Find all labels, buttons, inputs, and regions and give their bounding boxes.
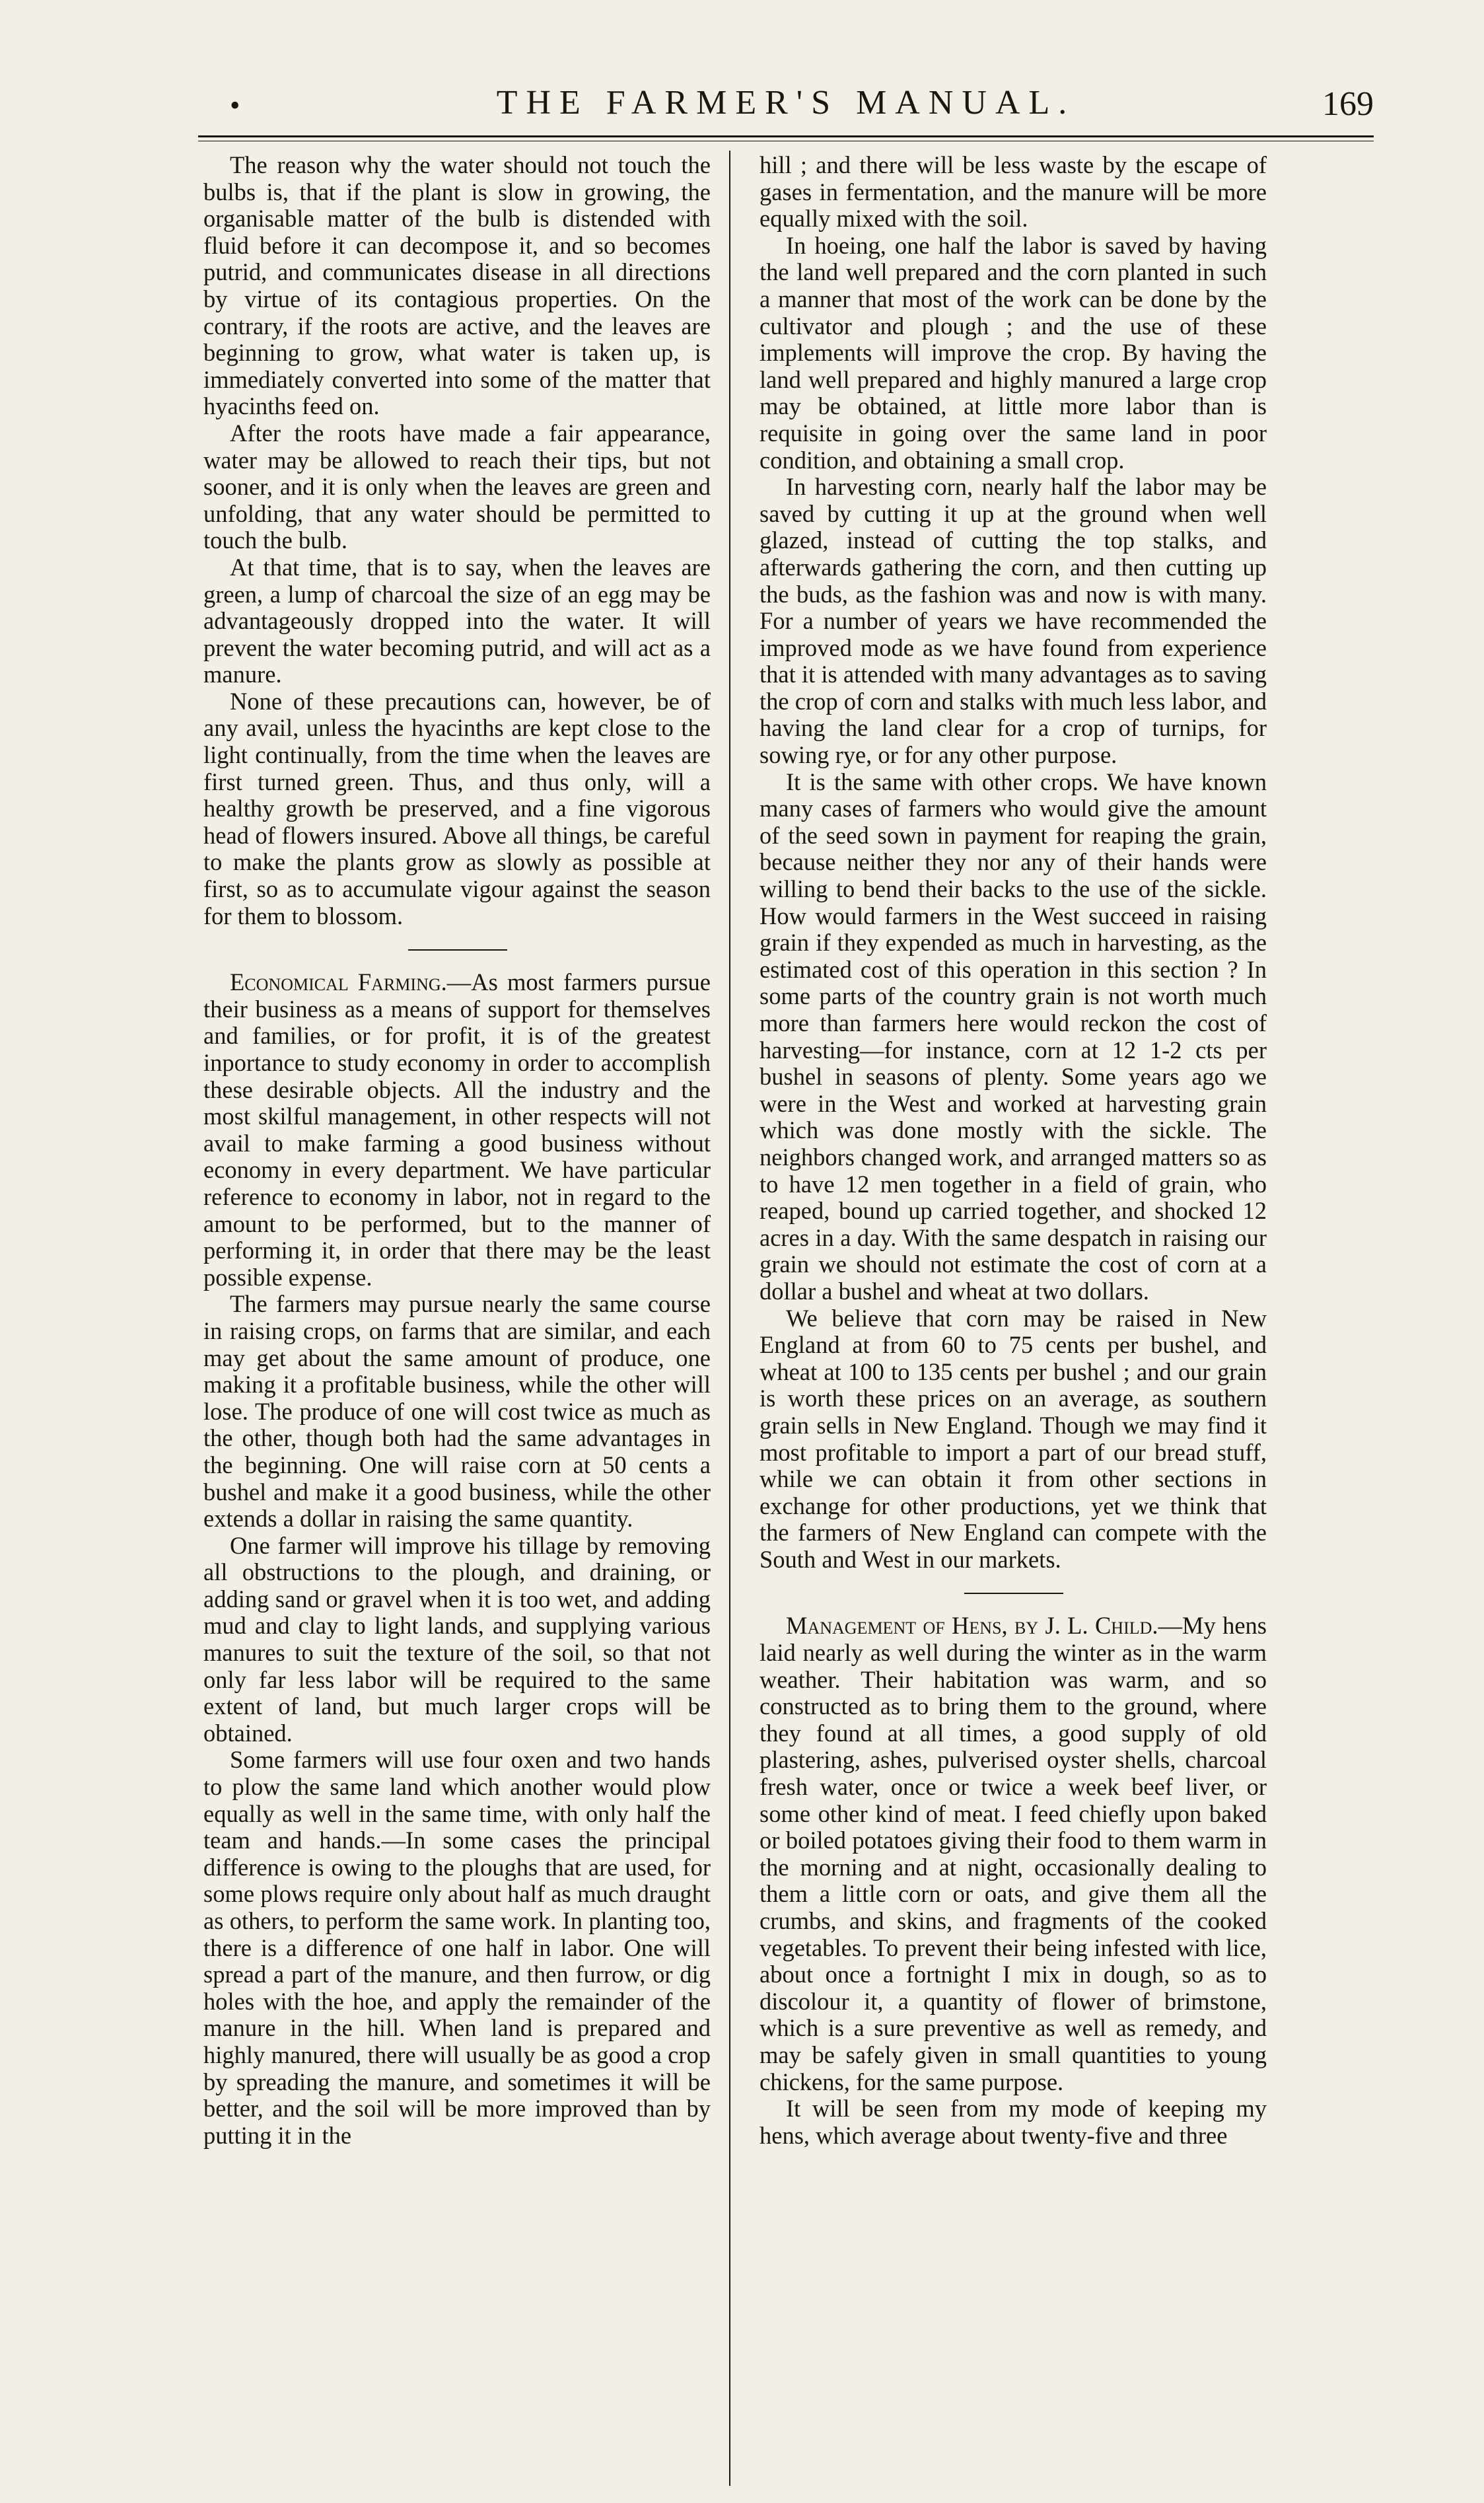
paragraph: In hoeing, one half the labor is saved by having the land well prepared and the corn planted in such a manner that most of the work can be done by the cultivator and plough ; and the use of these implements will improve the crop. By having the land well prepared and highly manured a large crop may be obtained, at little more labor than is requisite in going over the same land in poor condition, and obtaining a small crop. <box>760 231 1267 474</box>
header-bullet: • <box>230 89 240 122</box>
section-paragraph <box>203 969 711 1291</box>
header-rule <box>198 135 1374 137</box>
paragraph: hill ; and there will be less waste by the escape of gases in fermentation, and the manure will be more equally mixed with the soil. <box>760 151 1267 233</box>
paragraph: It will be seen from my mode of keeping my hens, which average about twenty-five and three <box>760 2095 1267 2149</box>
paragraph: None of these precautions can, however, be of any avail, unless the hyacinths are kept close to the light continually, from the time when the leaves are first turned green. Thus, and thus only, will a healthy growth be preserved, and a fine vigorous head of flowers insured. Above all things, be careful to make the plants grow as slowly as possible at first, so as to accumulate vigour against the season for them to blossom. <box>203 687 711 929</box>
column-divider <box>729 151 730 2486</box>
paragraph: One farmer will improve his tillage by removing all obstructions to the plough, and draining, or adding sand or gravel when it is too wet, and adding mud and clay to light lands, and supplying various manures to suit the texture of the soil, so that not only far less labor will be required to the same extent of land, but much larger crops will be obtained. <box>203 1531 711 1747</box>
section-paragraph <box>760 1613 1267 2095</box>
paragraph: It is the same with other crops. We have known many cases of farmers who would give the amount of the seed sown in payment for reaping the grain, because neither they nor any of their hands were willing to bend their backs to the use of the sickle. How would farmers in the West succeed in raising grain if they expended as much in harvesting, as the estimated cost of this operation in this section ? In some parts of the country grain is not worth much more than farmers here would reckon the cost of harvesting—for instance, corn at 12 1-2 cts per bushel in seasons of plenty. Some years ago we were in the West and worked at harvesting grain which was done mostly with the sickle. The neighbors changed work, and arranged matters so as to have 12 men together in a field of grain, who reaped, bound up carried together, and shocked 12 acres in a day. With the same despatch in raising our grain we should not estimate the cost of corn at a dollar a bushel and wheat at two dollars. <box>760 768 1267 1305</box>
paragraph: Some farmers will use four oxen and two hands to plow the same land which another would plow equally as well in the same time, with only half the team and hands.—In some cases the principal difference is owing to the ploughs that are used, for some plows require only about half as much draught as others, to perform the same work. In planting too, there is a difference of one half in labor. One will spread a part of the manure, and then furrow, or dig holes with the hoe, and apply the remainder of the manure in the hill. When land is prepared and highly manured, there will usually be as good a crop by spreading the manure, and sometimes it will be better, and the soil will be more improved than by putting it in the <box>203 1746 711 2149</box>
paragraph: At that time, that is to say, when the leaves are green, a lump of charcoal the size of an egg may be advantageously dropped into the water. It will prevent the water becoming putrid, and will act as a manure. <box>203 553 711 688</box>
section-title: Management of Hens, by J. L. Child. <box>786 1612 1158 1640</box>
paragraph: In harvesting corn, nearly half the labor may be saved by cutting it up at the ground when well glazed, instead of cutting the top stalks, and afterwards gathering the corn, and then cutting up the buds, as the fashion was and now is with many. For a number of years we have recommended the improved mode as we have found from experience that it is attended with many advantages as to saving the crop of corn and stalks with much less labor, and having the land clear for a crop of turnips, for sowing rye, or for any other purpose. <box>760 473 1267 769</box>
running-header <box>198 81 1374 133</box>
paragraph: After the roots have made a fair appearance, water may be allowed to reach their tips, but not sooner, and it is only when the leaves are green and unfolding, that any water should be permitted to touch the bulb. <box>203 419 711 554</box>
paragraph: The reason why the water should not touch the bulbs is, that if the plant is slow in growing, the organisable matter of the bulb is distended with fluid before it can decompose it, and so becomes putrid, and communicates disease in all directions by virtue of its contagious properties. On the contrary, if the roots are active, and the leaves are beginning to grow, what water is taken up, is immediately converted into some of the matter that hyacinths feed on. <box>203 151 711 420</box>
section-title: Economical Farming. <box>230 968 447 996</box>
paragraph: We believe that corn may be raised in New England at from 60 to 75 cents per bushel, and wheat at 100 to 135 cents per bushel ; and our grain is worth these prices on an average, as southern grain sells in New England. Though we may find it most profitable to import a part of our bread stuff, while we can obtain it from other sections in exchange for other productions, yet we think that the farmers of New England can compete with the South and West in our markets. <box>760 1304 1267 1573</box>
section-separator <box>203 929 711 969</box>
section-text: —As most farmers pursue their business as a means of support for themselves and families, or for profit, it is of the greatest inportance to study economy in order to accomplish these desirable objects. All the industry and the most skilful management, in other respects will not avail to make farming a good business without economy in every department. We have particular reference to economy in labor, not in regard to the amount to be performed, but to the manner of performing it, in order that there may be the least possible expense. <box>203 968 711 1291</box>
page-number: 169 <box>1322 85 1374 123</box>
right-column <box>760 152 1267 2149</box>
running-title: THE FARMER'S MANUAL. <box>496 84 1076 122</box>
section-text: —My hens laid nearly as well during the winter as in the warm weather. Their habitation was warm, and so constructed as to bring them to the ground, where they found at all times, a good supply of old plastering, ashes, pulverised oyster shells, charcoal fresh water, once or twice a week beef liver, or some other kind of meat. I feed chiefly upon baked or boiled potatoes giving their food to them warm in the morning and at night, occasionally dealing to them a little corn or oats, and give them all the crumbs, and skins, and fragments of the cooked vegetables. To prevent their being infested with lice, about once a fortnight I mix in dough, so as to discolour it, a quantity of flower of brimstone, which is a sure preventive as well as remedy, and may be safely given in small quantities to young chickens, for the same purpose. <box>760 1612 1267 2095</box>
left-column <box>203 152 711 2149</box>
section-separator <box>760 1573 1267 1613</box>
paragraph: The farmers may pursue nearly the same course in raising crops, on farms that are similar, and each may get about the same amount of produce, one making it a profitable business, while the other will lose. The produce of one will cost twice as much as the other, though both had the same advantages in the beginning. One will raise corn at 50 cents a bushel and make it a good business, while the other extends a dollar in raising the same quantity. <box>203 1290 711 1533</box>
